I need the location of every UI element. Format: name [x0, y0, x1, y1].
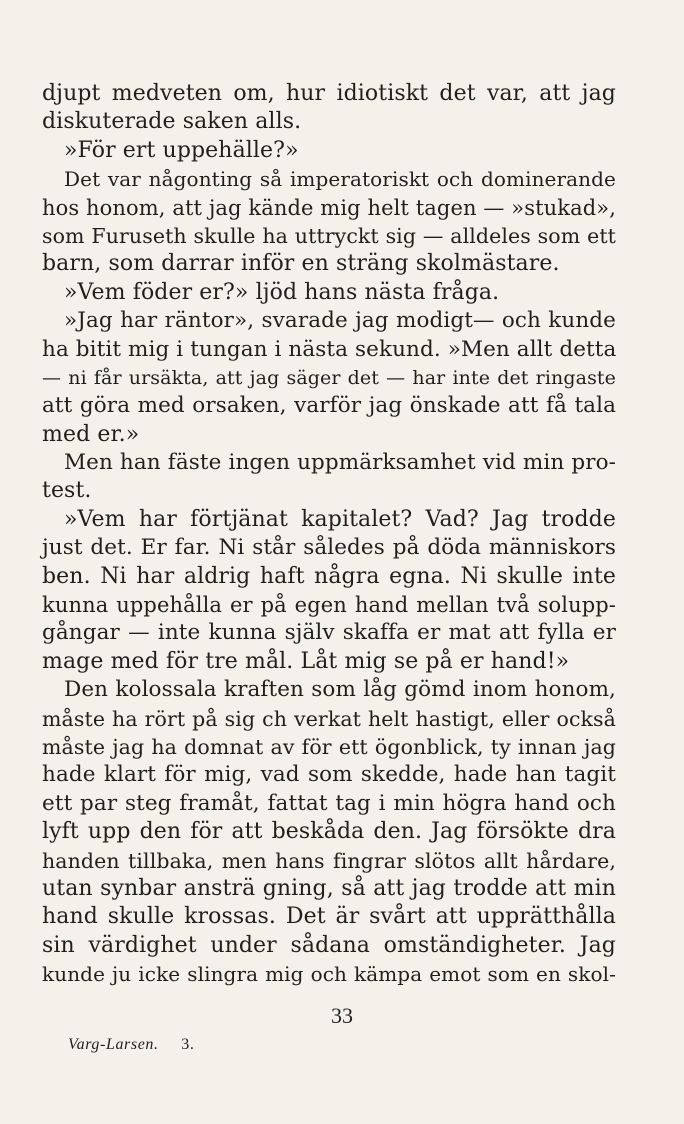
text-line: ben. Ni har aldrig haft några egna. Ni skulle inte: [42, 563, 616, 589]
text-line: kunde ju icke slingra mig och kämpa emot som en skol-: [42, 962, 616, 987]
text-line: »Vem har förtjänat kapitalet? Vad? Jag trodde: [64, 506, 616, 532]
text-line: hand skulle krossas. Det är svårt att upprätthålla: [42, 904, 616, 930]
text-line: lyft upp den för att beskåda den. Jag försökte dra: [42, 819, 616, 845]
text-line: »För ert uppehälle?»: [64, 137, 299, 163]
text-line: diskuterade saken alls.: [42, 109, 302, 135]
text-line: gångar — inte kunna själv skaffa er mat att fylla er: [42, 620, 616, 646]
text-line: djupt medveten om, hur idiotiskt det var, att jag: [42, 81, 616, 106]
body-text: [42, 80, 616, 989]
text-line: hos honom, att jag kände mig helt tagen — »stukad»,: [42, 195, 616, 220]
text-line: handen tillbaka, men hans fingrar slötos allt hårdare,: [42, 848, 616, 873]
text-line: — ni får ursäkta, att jag säger det — har inte det ringaste: [42, 366, 616, 389]
text-line: utan synbar ansträ gning, så att jag trodde att min: [42, 875, 616, 901]
text-line: måste jag ha domnat av för ett ögonblick, ty innan jag: [42, 734, 616, 759]
printer-signature: [68, 1036, 194, 1054]
text-line: med er.»: [42, 421, 140, 447]
page-number: 33: [331, 1003, 353, 1028]
text-line: mage med för tre mål. Låt mig se på er hand!»: [42, 648, 570, 674]
text-line: som Furuseth skulle ha uttryckt sig — alldeles som ett: [42, 223, 616, 248]
text-line: hade klart för mig, vad som skedde, hade han tagit: [42, 762, 616, 788]
signature-title: Varg-Larsen.: [68, 1036, 159, 1053]
text-line: Den kolossala kraften som låg gömd inom honom,: [64, 677, 616, 703]
text-line: test.: [42, 478, 92, 504]
text-line: Det var någonting så imperatoriskt och dominerande: [64, 167, 616, 192]
text-line: »Vem föder er?» ljöd hans nästa fråga.: [64, 279, 500, 305]
text-line: »Jag har räntor», svarade jag modigt— och kunde: [64, 308, 616, 334]
text-line: måste ha rört på sig ch verkat helt hastigt, eller också: [42, 706, 616, 731]
text-line: kunna uppehålla er på egen hand mellan två solupp-: [42, 593, 616, 618]
text-line: sin värdighet under sådana omständigheter. Jag: [42, 932, 616, 958]
text-line: barn, som darrar inför en sträng skolmästare.: [42, 251, 560, 277]
text-line: just det. Er far. Ni står således på döda människors: [42, 535, 616, 561]
text-line: Men han fäste ingen uppmärksamhet vid min pro-: [64, 450, 616, 476]
text-line: ett par steg framåt, fattat tag i min högra hand och: [42, 790, 616, 816]
text-line: att göra med orsaken, varför jag önskade att få tala: [42, 393, 616, 419]
text-line: ha bitit mig i tungan i nästa sekund. »Men allt detta: [42, 336, 617, 362]
signature-number: 3.: [181, 1036, 195, 1053]
